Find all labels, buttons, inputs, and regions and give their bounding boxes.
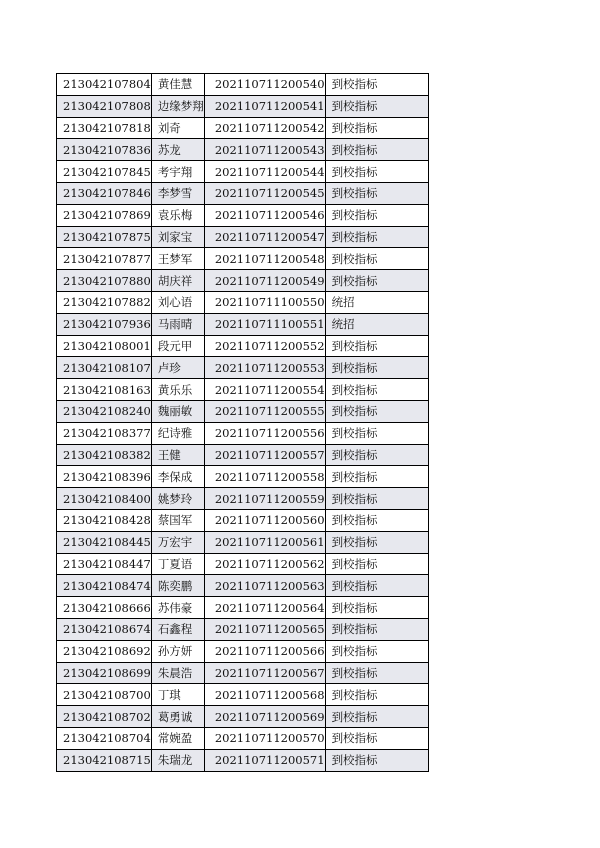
student-id-cell: 213042107875 (57, 226, 152, 248)
admission-number-cell: 202110711200542 (204, 117, 325, 139)
student-id-cell: 213042108692 (57, 640, 152, 662)
student-id-cell: 213042108240 (57, 400, 152, 422)
student-name-cell: 苏伟豪 (151, 597, 204, 619)
student-name-cell: 马雨晴 (151, 313, 204, 335)
student-id-cell: 213042108474 (57, 575, 152, 597)
admission-number-cell: 202110711200556 (204, 422, 325, 444)
admission-type-cell: 统招 (325, 313, 428, 335)
admission-type-cell: 到校指标 (325, 95, 428, 117)
student-name-cell: 袁乐梅 (151, 204, 204, 226)
admission-number-cell: 202110711200554 (204, 379, 325, 401)
admission-type-cell: 到校指标 (325, 575, 428, 597)
admission-type-cell: 统招 (325, 291, 428, 313)
admission-number-cell: 202110711200570 (204, 727, 325, 749)
student-name-cell: 黄乐乐 (151, 379, 204, 401)
admission-number-cell: 202110711200558 (204, 466, 325, 488)
student-id-cell: 213042108445 (57, 531, 152, 553)
admission-number-cell: 202110711200561 (204, 531, 325, 553)
admission-type-cell: 到校指标 (325, 161, 428, 183)
admission-type-cell: 到校指标 (325, 270, 428, 292)
admission-type-cell: 到校指标 (325, 444, 428, 466)
table-row (57, 226, 429, 248)
table-row (57, 444, 429, 466)
student-id-cell: 213042107836 (57, 139, 152, 161)
table-row (57, 270, 429, 292)
student-name-cell: 李梦雪 (151, 182, 204, 204)
student-name-cell: 姚梦玲 (151, 488, 204, 510)
table-row (57, 291, 429, 313)
table-row (57, 74, 429, 96)
student-name-cell: 黄佳慧 (151, 74, 204, 96)
student-name-cell: 陈奕鹏 (151, 575, 204, 597)
admission-type-cell: 到校指标 (325, 182, 428, 204)
student-name-cell: 丁琪 (151, 684, 204, 706)
student-name-cell: 刘家宝 (151, 226, 204, 248)
admission-number-cell: 202110711200544 (204, 161, 325, 183)
admission-number-cell: 202110711200555 (204, 400, 325, 422)
table-row (57, 727, 429, 749)
table-row (57, 422, 429, 444)
admission-type-cell: 到校指标 (325, 509, 428, 531)
admission-number-cell: 202110711200569 (204, 706, 325, 728)
table-row (57, 248, 429, 270)
admission-type-cell: 到校指标 (325, 597, 428, 619)
student-id-cell: 213042107845 (57, 161, 152, 183)
admission-number-cell: 202110711200568 (204, 684, 325, 706)
admission-type-cell: 到校指标 (325, 117, 428, 139)
admission-type-cell: 到校指标 (325, 531, 428, 553)
admission-type-cell: 到校指标 (325, 248, 428, 270)
table-row (57, 95, 429, 117)
student-name-cell: 葛勇诚 (151, 706, 204, 728)
table-row (57, 117, 429, 139)
student-id-cell: 213042108447 (57, 553, 152, 575)
student-id-cell: 213042108700 (57, 684, 152, 706)
admission-number-cell: 202110711200571 (204, 749, 325, 771)
admission-type-cell: 到校指标 (325, 662, 428, 684)
admission-type-cell: 到校指标 (325, 226, 428, 248)
admission-number-cell: 202110711200566 (204, 640, 325, 662)
admission-type-cell: 到校指标 (325, 488, 428, 510)
table-row (57, 139, 429, 161)
student-name-cell: 刘奇 (151, 117, 204, 139)
student-id-cell: 213042108428 (57, 509, 152, 531)
table-row (57, 161, 429, 183)
student-id-cell: 213042108396 (57, 466, 152, 488)
student-id-cell: 213042107882 (57, 291, 152, 313)
table-row (57, 684, 429, 706)
student-id-cell: 213042108107 (57, 357, 152, 379)
table-row (57, 204, 429, 226)
student-name-cell: 段元甲 (151, 335, 204, 357)
table-row (57, 618, 429, 640)
admission-number-cell: 202110711200557 (204, 444, 325, 466)
student-name-cell: 常婉盈 (151, 727, 204, 749)
table-row (57, 553, 429, 575)
table-row (57, 335, 429, 357)
student-id-cell: 213042107846 (57, 182, 152, 204)
student-id-cell: 213042107804 (57, 74, 152, 96)
table-row (57, 575, 429, 597)
admission-type-cell: 到校指标 (325, 684, 428, 706)
student-id-cell: 213042108163 (57, 379, 152, 401)
student-name-cell: 孙方妍 (151, 640, 204, 662)
admission-number-cell: 202110711200565 (204, 618, 325, 640)
student-id-cell: 213042108001 (57, 335, 152, 357)
admission-type-cell: 到校指标 (325, 706, 428, 728)
table-row (57, 597, 429, 619)
student-id-cell: 213042108382 (57, 444, 152, 466)
student-id-cell: 213042108666 (57, 597, 152, 619)
admission-type-cell: 到校指标 (325, 400, 428, 422)
admission-type-cell: 到校指标 (325, 466, 428, 488)
admission-number-cell: 202110711200560 (204, 509, 325, 531)
admission-type-cell: 到校指标 (325, 204, 428, 226)
admission-number-cell: 202110711200549 (204, 270, 325, 292)
student-id-cell: 213042107877 (57, 248, 152, 270)
table-row (57, 640, 429, 662)
admission-type-cell: 到校指标 (325, 357, 428, 379)
admission-type-cell: 到校指标 (325, 553, 428, 575)
admission-number-cell: 202110711200547 (204, 226, 325, 248)
admission-type-cell: 到校指标 (325, 139, 428, 161)
admission-number-cell: 202110711200540 (204, 74, 325, 96)
table-row (57, 749, 429, 771)
table-row (57, 357, 429, 379)
student-name-cell: 王健 (151, 444, 204, 466)
admission-number-cell: 202110711200559 (204, 488, 325, 510)
student-id-cell: 213042108377 (57, 422, 152, 444)
student-name-cell: 万宏宇 (151, 531, 204, 553)
table-row (57, 313, 429, 335)
student-name-cell: 苏龙 (151, 139, 204, 161)
student-id-cell: 213042107880 (57, 270, 152, 292)
admission-number-cell: 202110711200552 (204, 335, 325, 357)
table-row (57, 466, 429, 488)
student-name-cell: 考宇翔 (151, 161, 204, 183)
admission-type-cell: 到校指标 (325, 640, 428, 662)
admission-number-cell: 202110711200553 (204, 357, 325, 379)
student-name-cell: 边缘梦翔 (151, 95, 204, 117)
admission-type-cell: 到校指标 (325, 379, 428, 401)
admission-number-cell: 202110711200546 (204, 204, 325, 226)
admission-number-cell: 202110711200563 (204, 575, 325, 597)
table-row (57, 379, 429, 401)
student-id-cell: 213042108715 (57, 749, 152, 771)
student-name-cell: 纪诗雅 (151, 422, 204, 444)
admission-number-cell: 202110711200567 (204, 662, 325, 684)
student-name-cell: 蔡国军 (151, 509, 204, 531)
student-id-cell: 213042108704 (57, 727, 152, 749)
admission-number-cell: 202110711200545 (204, 182, 325, 204)
table-row (57, 662, 429, 684)
admission-type-cell: 到校指标 (325, 618, 428, 640)
student-name-cell: 卢珍 (151, 357, 204, 379)
student-name-cell: 胡庆祥 (151, 270, 204, 292)
admission-type-cell: 到校指标 (325, 74, 428, 96)
student-id-cell: 213042107818 (57, 117, 152, 139)
student-id-cell: 213042108699 (57, 662, 152, 684)
student-name-cell: 李保成 (151, 466, 204, 488)
admission-number-cell: 202110711200548 (204, 248, 325, 270)
student-name-cell: 魏丽敏 (151, 400, 204, 422)
student-name-cell: 刘心语 (151, 291, 204, 313)
admission-type-cell: 到校指标 (325, 422, 428, 444)
admission-number-cell: 202110711100550 (204, 291, 325, 313)
student-id-cell: 213042107936 (57, 313, 152, 335)
admission-number-cell: 202110711200543 (204, 139, 325, 161)
admission-number-cell: 202110711200562 (204, 553, 325, 575)
table-row (57, 182, 429, 204)
admission-table-body (57, 74, 429, 772)
student-id-cell: 213042108674 (57, 618, 152, 640)
admission-number-cell: 202110711200564 (204, 597, 325, 619)
student-id-cell: 213042107869 (57, 204, 152, 226)
table-row (57, 531, 429, 553)
student-id-cell: 213042107808 (57, 95, 152, 117)
admission-type-cell: 到校指标 (325, 335, 428, 357)
student-id-cell: 213042108702 (57, 706, 152, 728)
admission-number-cell: 202110711100551 (204, 313, 325, 335)
table-row (57, 400, 429, 422)
student-name-cell: 王梦军 (151, 248, 204, 270)
table-row (57, 509, 429, 531)
admission-type-cell: 到校指标 (325, 749, 428, 771)
student-name-cell: 石鑫程 (151, 618, 204, 640)
table-row (57, 706, 429, 728)
student-id-cell: 213042108400 (57, 488, 152, 510)
student-name-cell: 朱晨浩 (151, 662, 204, 684)
table-row (57, 488, 429, 510)
admission-table (56, 73, 429, 772)
student-name-cell: 朱瑞龙 (151, 749, 204, 771)
admission-type-cell: 到校指标 (325, 727, 428, 749)
student-name-cell: 丁夏语 (151, 553, 204, 575)
admission-number-cell: 202110711200541 (204, 95, 325, 117)
